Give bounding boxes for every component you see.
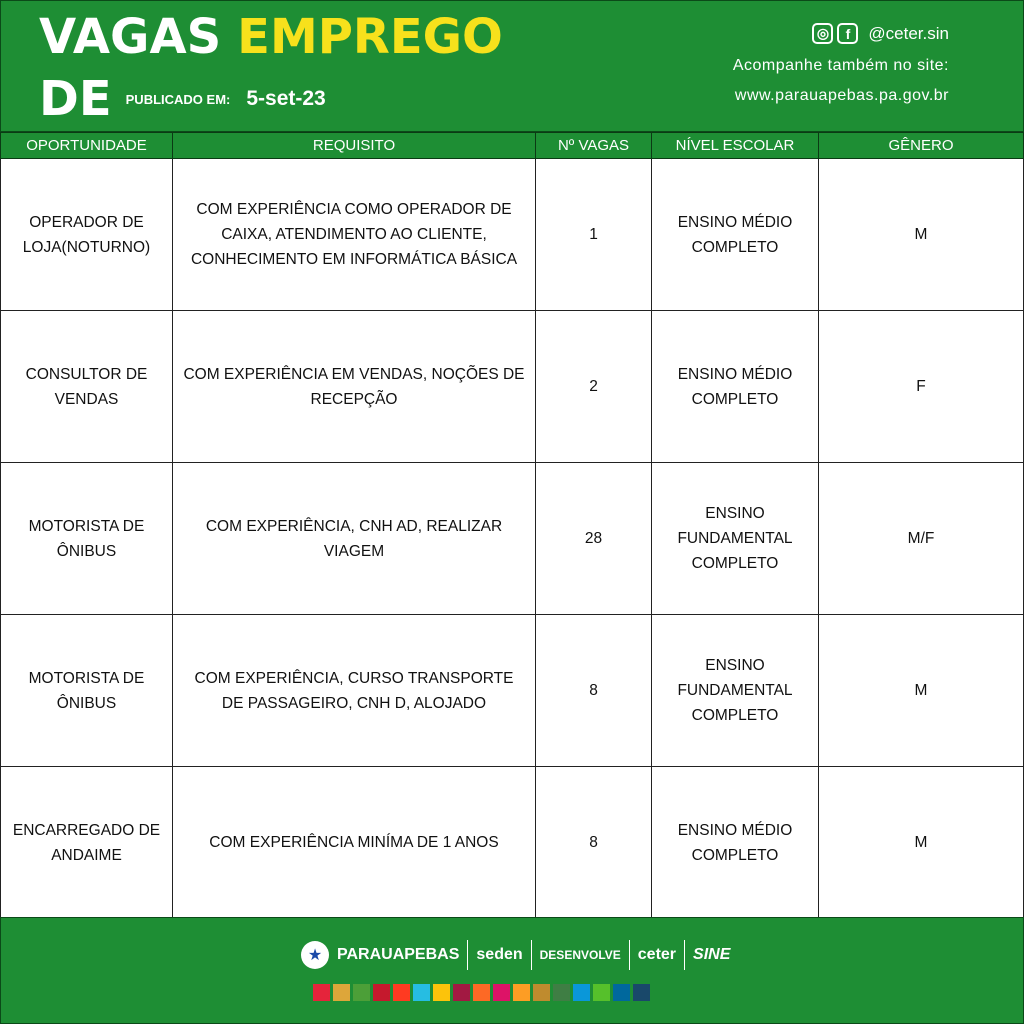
published-label: PUBLICADO EM: — [125, 91, 231, 107]
sdg-goal-icon — [553, 984, 570, 1001]
sdg-goal-icon — [413, 984, 430, 1001]
sdg-goal-icon — [633, 984, 650, 1001]
sdg-goal-icon — [613, 984, 630, 1001]
published-date: 5-set-23 — [246, 87, 326, 110]
table-cell: MOTORISTA DE ÔNIBUS — [1, 615, 173, 767]
sdg-icons — [313, 984, 670, 1001]
sdg-goal-icon — [433, 984, 450, 1001]
table-cell: F — [819, 311, 1024, 463]
title-de: DE — [39, 71, 112, 127]
sdg-goal-icon — [373, 984, 390, 1001]
table-cell: 28 — [536, 463, 652, 615]
table-row — [1, 159, 1024, 311]
title-vagas: VAGAS — [39, 9, 222, 65]
sdg-goal-icon — [393, 984, 410, 1001]
parauapebas-star-icon: ★ — [301, 941, 329, 969]
site-label: Acompanhe também no site: — [732, 57, 949, 74]
table-cell: MOTORISTA DE ÔNIBUS — [1, 463, 173, 615]
sdg-goal-icon — [473, 984, 490, 1001]
table-cell: M — [819, 767, 1024, 919]
table-cell: 8 — [536, 767, 652, 919]
table-cell: COM EXPERIÊNCIA MINÍMA DE 1 ANOS — [173, 767, 536, 919]
sdg-goal-icon — [313, 984, 330, 1001]
table-cell: ENSINO FUNDAMENTAL COMPLETO — [652, 463, 819, 615]
sdg-goal-icon — [513, 984, 530, 1001]
site-url[interactable]: www.parauapebas.pa.gov.br — [734, 87, 949, 104]
table-cell: M — [819, 159, 1024, 311]
jobs-table — [0, 132, 1024, 919]
sdg-goal-icon — [653, 984, 670, 1001]
sdg-goal-icon — [533, 984, 550, 1001]
column-header: GÊNERO — [819, 133, 1024, 159]
sdg-goal-icon — [353, 984, 370, 1001]
logo-seden: seden — [476, 946, 523, 963]
table-cell: ENSINO FUNDAMENTAL COMPLETO — [652, 615, 819, 767]
sdg-goal-icon — [493, 984, 510, 1001]
logo-sine: SINE — [693, 946, 731, 963]
table-cell: ENSINO MÉDIO COMPLETO — [652, 159, 819, 311]
table-row — [1, 767, 1024, 919]
social-links — [812, 23, 949, 44]
logo-ceter: ceter — [637, 946, 677, 963]
table-cell: 2 — [536, 311, 652, 463]
table-cell: M — [819, 615, 1024, 767]
table-row — [1, 615, 1024, 767]
partner-logos — [301, 940, 730, 970]
logo-desenvolve: DESENVOLVE — [539, 948, 621, 962]
sdg-goal-icon — [333, 984, 350, 1001]
table-cell: 8 — [536, 615, 652, 767]
sub-line — [39, 71, 326, 127]
table-cell: M/F — [819, 463, 1024, 615]
column-header: Nº VAGAS — [536, 133, 652, 159]
sdg-goal-icon — [453, 984, 470, 1001]
social-handle[interactable]: @ceter.sin — [868, 23, 949, 43]
table-cell: COM EXPERIÊNCIA EM VENDAS, NOÇÕES DE RECEPÇÃO — [173, 311, 536, 463]
table-row — [1, 311, 1024, 463]
column-header: OPORTUNIDADE — [1, 133, 173, 159]
table-cell: COM EXPERIÊNCIA COMO OPERADOR DE CAIXA, ATENDIMENTO AO CLIENTE, CONHECIMENTO EM INFORMÁTICA BÁSICA — [173, 159, 536, 311]
table-cell: ENCARREGADO DE ANDAIME — [1, 767, 173, 919]
table-cell: ENSINO MÉDIO COMPLETO — [652, 767, 819, 919]
instagram-icon[interactable]: ◎ — [812, 23, 833, 44]
footer — [0, 917, 1024, 1024]
column-header: NÍVEL ESCOLAR — [652, 133, 819, 159]
sdg-goal-icon — [593, 984, 610, 1001]
table-cell: OPERADOR DE LOJA(NOTURNO) — [1, 159, 173, 311]
table-cell: CONSULTOR DE VENDAS — [1, 311, 173, 463]
table-cell: 1 — [536, 159, 652, 311]
column-header: REQUISITO — [173, 133, 536, 159]
sdg-goal-icon — [573, 984, 590, 1001]
table-cell: COM EXPERIÊNCIA, CURSO TRANSPORTE DE PASSAGEIRO, CNH D, ALOJADO — [173, 615, 536, 767]
title-emprego: EMPREGO — [237, 9, 503, 65]
facebook-icon[interactable]: f — [837, 23, 858, 44]
table-cell: COM EXPERIÊNCIA, CNH AD, REALIZAR VIAGEM — [173, 463, 536, 615]
table-cell: ENSINO MÉDIO COMPLETO — [652, 311, 819, 463]
table-row — [1, 463, 1024, 615]
logo-parauapebas: PARAUAPEBAS — [337, 946, 460, 963]
header — [0, 0, 1024, 132]
title-line — [39, 9, 503, 65]
